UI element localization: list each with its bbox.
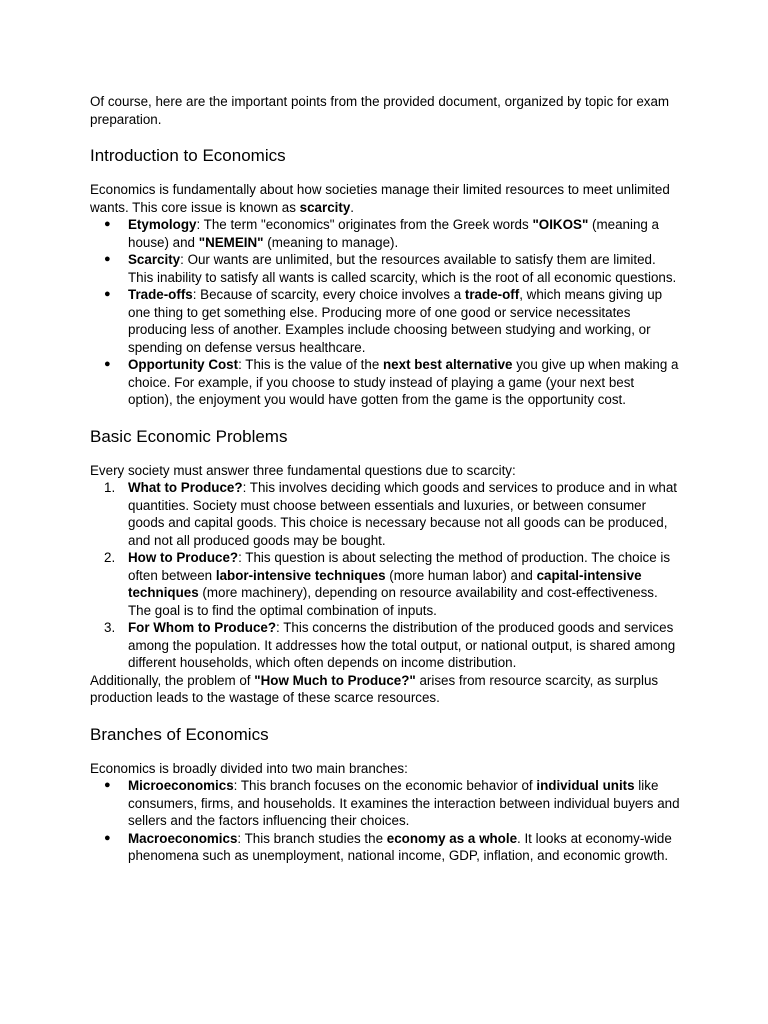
list-number: 2.	[104, 550, 116, 565]
heading-branches: Branches of Economics	[90, 724, 269, 744]
branches-list	[90, 777, 680, 865]
basic-problems-additional: Additionally, the problem of "How Much to Produce?" arises from resource scarcity, as surplus production leads to the wastage of these scarce resources.	[90, 672, 659, 705]
list-number: 3.	[104, 620, 116, 635]
list-item-macroeconomics: ● Macroeconomics: This branch studies the economy as a whole. It looks at economy-wide phenomena such as unemployment, national income, GDP, inflation, and economic growth.	[104, 830, 672, 863]
list-item-opportunity-cost: ● Opportunity Cost: This is the value of the next best alternative you give up when making a choice. For example, if you choose to study instead of playing a game (your next best option), the enjoyment you would have gotten from the game is the opportunity cost.	[104, 357, 679, 407]
list-item-microeconomics: ● Microeconomics: This branch focuses on the economic behavior of individual units like consumers, firms, and households. It examines the interaction between individual buyers and sellers and the factors influencing their choices.	[104, 778, 680, 828]
list-item-trade-offs: ● Trade-offs: Because of scarcity, every choice involves a trade-off, which means giving up one thing to get something else. Producing more of one good or service necessitates producing less of another. Examples include choosing between studying and working, or spending on defense versus healthcare.	[104, 287, 663, 355]
basic-problems-lead: Every society must answer three fundamental questions due to scarcity:	[90, 462, 516, 478]
intro-econ-list	[90, 216, 680, 409]
bullet-icon: ●	[104, 779, 111, 791]
bullet-icon: ●	[104, 253, 111, 265]
heading-introduction: Introduction to Economics	[90, 146, 286, 165]
list-item-what-to-produce: 1. What to Produce?: This involves deciding which goods and services to produce and in what quantities. Society must choose between essentials and luxuries, or between consumer goods and capital goods. This choice is necessary because not all goods can be produced, and not all produced goods may be bought.	[104, 480, 678, 548]
bullet-icon: ●	[104, 218, 111, 230]
heading-basic-problems: Basic Economic Problems	[90, 426, 288, 446]
bullet-icon: ●	[104, 831, 111, 844]
bullet-icon: ●	[104, 358, 111, 370]
list-item-for-whom-to-produce: 3. For Whom to Produce?: This concerns the distribution of the produced goods and services among the population. It addresses how the total output, or national output, is shared among different households, which often depends on income distribution.	[104, 620, 676, 670]
branches-lead: Economics is broadly divided into two main branches:	[90, 760, 408, 776]
intro-paragraph: Of course, here are the important points from the provided document, organized by topic for exam preparation.	[90, 94, 670, 127]
list-number: 1.	[104, 480, 116, 495]
basic-problems-list	[90, 479, 680, 672]
list-item-etymology: ● Etymology: The term "economics" originates from the Greek words "OIKOS" (meaning a house) and "NEMEIN" (meaning to manage).	[104, 217, 660, 250]
intro-econ-lead: Economics is fundamentally about how societies manage their limited resources to meet unlimited wants. This core issue is known as scarcity.	[90, 182, 670, 215]
list-item-scarcity: ● Scarcity: Our wants are unlimited, but the resources available to satisfy them are limited. This inability to satisfy all wants is called scarcity, which is the root of all economic questions.	[104, 252, 677, 285]
document-page	[90, 93, 680, 865]
list-item-how-to-produce: 2. How to Produce?: This question is about selecting the method of production. The choice is often between labor-intensive techniques (more human labor) and capital-intensive techniques (more machinery), depending on resource availability and cost-effectiveness. The goal is to find the optimal combination of inputs.	[104, 550, 671, 618]
bullet-icon: ●	[104, 288, 111, 300]
